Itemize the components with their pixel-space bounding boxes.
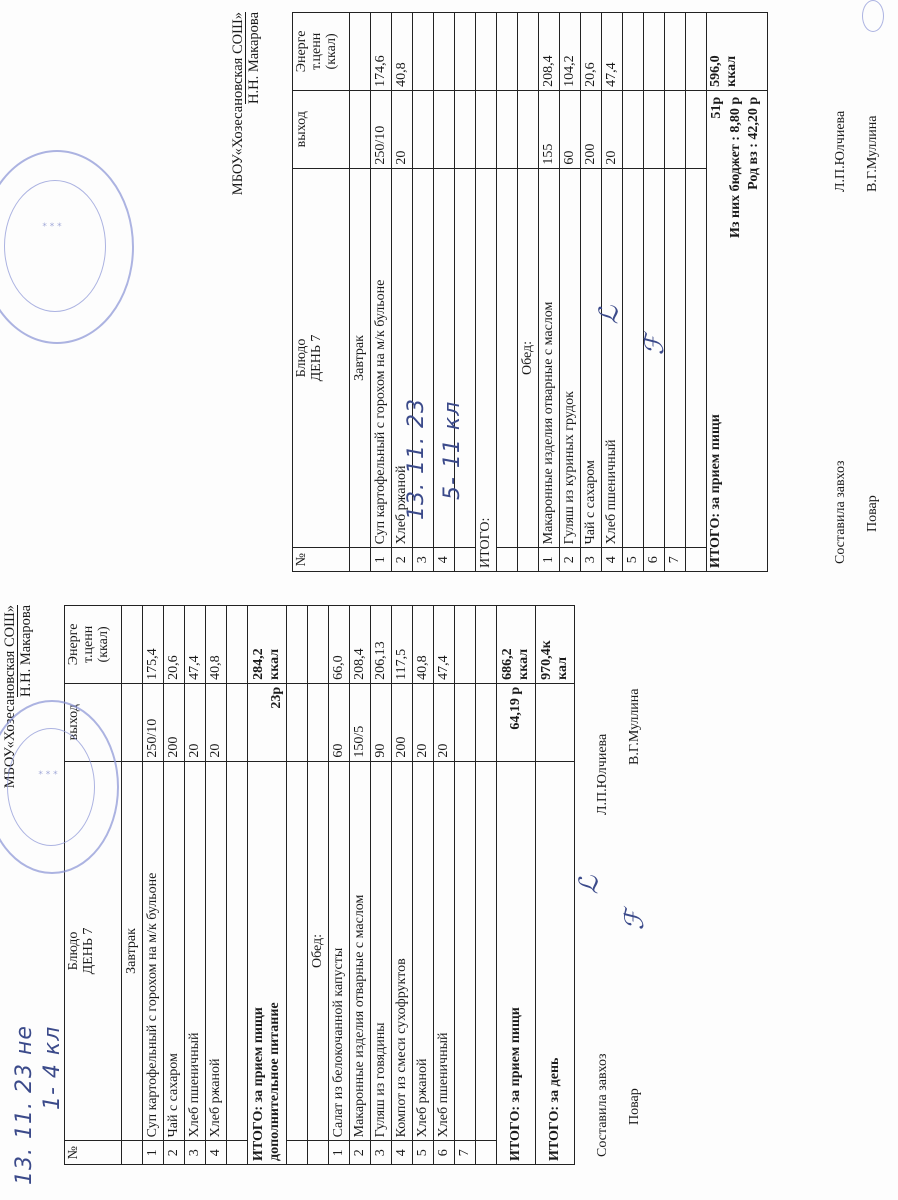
total-breakfast-label: ИТОГО: [476, 168, 497, 571]
item-number: 3 [185, 1141, 206, 1165]
item-energy: 66,0 [329, 606, 350, 684]
item-output: 200 [581, 90, 602, 168]
header-day-label: ДЕНЬ 7 [309, 334, 324, 382]
item-output: 200 [392, 683, 413, 761]
table-row [644, 13, 665, 572]
total-lunch-kcal-1: 686,2 [500, 648, 515, 680]
right-cook-name: В.Г.Муллина [865, 115, 880, 192]
header-energy-1: Энерге [294, 30, 309, 73]
budget-line: Из них бюджет : 8,80 р [728, 96, 743, 238]
item-dish: Гуляш из куриных грудок [560, 168, 581, 548]
item-output: 20 [602, 90, 623, 168]
item-number: 2 [560, 548, 581, 572]
signature-right-compiled-icon: ℒ [594, 305, 625, 325]
right-signatures [802, 12, 898, 572]
lunch-label: Обед: [308, 761, 329, 1141]
breakfast-label: Завтрак [122, 761, 143, 1141]
total-day-row [536, 606, 575, 1165]
item-dish: Компот из смеси сухофруктов [392, 761, 413, 1141]
table-row [413, 606, 434, 1165]
left-cook-name: В.Г.Муллина [627, 688, 642, 765]
item-energy [455, 606, 476, 684]
item-number: 6 [434, 1141, 455, 1165]
left-compiled-label: Составила завхоз [595, 1053, 610, 1157]
item-dish: Чай с сахаром [581, 168, 602, 548]
item-output: 20 [392, 90, 413, 168]
item-energy [413, 13, 434, 91]
table-row [227, 606, 248, 1165]
total-breakfast-row [248, 606, 287, 1165]
item-number: 3 [371, 1141, 392, 1165]
total-lunch-kcal-2: ккал [724, 55, 739, 87]
total-lunch-row [707, 13, 768, 572]
right-cook-label: Повар [865, 495, 880, 532]
left-breakfast-rows [143, 606, 227, 1165]
item-output: 20 [185, 683, 206, 761]
item-output: 20 [434, 683, 455, 761]
item-number: 1 [371, 548, 392, 572]
right-menu-table [292, 12, 768, 572]
item-output: 90 [371, 683, 392, 761]
item-output: 155 [539, 90, 560, 168]
item-dish: Макаронные изделия отварные с маслом [350, 761, 371, 1141]
section-row [308, 606, 329, 1165]
item-dish: Гуляш из говядины [371, 761, 392, 1141]
item-energy [623, 13, 644, 91]
total-breakfast-price: 23р [248, 683, 287, 761]
table-header-row [293, 13, 350, 572]
item-energy: 47,4 [185, 606, 206, 684]
item-number: 7 [455, 1141, 476, 1165]
left-director: Н.Н. Макарова [18, 605, 34, 697]
table-row [185, 606, 206, 1165]
item-dish: Макаронные изделия отварные с маслом [539, 168, 560, 548]
item-number: 6 [644, 548, 665, 572]
left-cook-label: Повар [627, 1088, 642, 1125]
item-number: 7 [665, 548, 686, 572]
item-energy [434, 13, 455, 91]
signature-right-cook-icon: ℱ [640, 334, 671, 356]
item-output: 20 [413, 683, 434, 761]
table-row [539, 13, 560, 572]
table-row [686, 13, 707, 572]
total-breakfast-kcal-1: 284,2 [251, 648, 266, 680]
table-row [665, 13, 686, 572]
total-lunch-price: 51р [709, 96, 724, 119]
total-day-kcal [536, 606, 575, 684]
item-number: 5 [623, 548, 644, 572]
left-handwritten-grades: 1- 4 кл [40, 1025, 65, 1110]
total-lunch-label: ИТОГО: за прием пищи [708, 414, 723, 568]
right-handwritten-grades: 5- 11 кл [440, 400, 465, 500]
stamp-seal-right [862, 0, 884, 32]
item-output [413, 90, 434, 168]
item-number: 5 [413, 1141, 434, 1165]
table-header-row [65, 606, 122, 1165]
table-row [287, 606, 308, 1165]
table-row [164, 606, 185, 1165]
header-energy-2: т.ценн [81, 625, 96, 664]
item-output: 60 [329, 683, 350, 761]
right-school-name: МБОУ«Хозесановская СОШ» [230, 12, 246, 196]
header-dish [293, 168, 350, 548]
item-dish: Хлеб ржаной [413, 761, 434, 1141]
total-breakfast-kcal [248, 606, 287, 684]
item-number: 1 [539, 548, 560, 572]
total-lunch-kcal-2: ккал [516, 648, 531, 680]
right-handwritten-date: 13. 11. 23 [404, 398, 429, 520]
item-energy: 40,8 [392, 13, 413, 91]
header-num: № [293, 548, 350, 572]
total-day-kcal-1: 970,4к [539, 640, 554, 680]
header-energy [65, 606, 122, 684]
right-compiled-name: Л.П.Юлчиева [833, 110, 848, 192]
item-number: 3 [581, 548, 602, 572]
item-number: 1 [329, 1141, 350, 1165]
header-dish-label: Блюдо [294, 338, 309, 378]
item-output: 20 [206, 683, 227, 761]
stamp-seal-bottom: * * * [0, 700, 119, 874]
item-output: 250/10 [143, 683, 164, 761]
signature-left-compiled-icon: ℒ [574, 875, 605, 895]
item-energy: 208,4 [539, 13, 560, 91]
left-compiled-name: Л.П.Юлчиева [595, 733, 610, 815]
item-number: 4 [434, 548, 455, 572]
header-num: № [65, 1141, 122, 1165]
total-breakfast-line1: ИТОГО: за прием пищи [251, 1007, 266, 1161]
item-number: 3 [413, 548, 434, 572]
item-dish: Хлеб пшеничный [185, 761, 206, 1141]
item-energy: 47,4 [602, 13, 623, 91]
total-lunch-price: 64,19 р [497, 683, 536, 761]
section-row [518, 13, 539, 572]
item-energy: 40,8 [206, 606, 227, 684]
table-row [143, 606, 164, 1165]
right-school-block [230, 12, 262, 242]
item-number: 2 [392, 548, 413, 572]
item-output [455, 683, 476, 761]
item-energy: 174,6 [371, 13, 392, 91]
total-lunch-kcal [707, 13, 768, 91]
item-energy: 20,6 [164, 606, 185, 684]
total-breakfast-line2: дополнительное питание [267, 1002, 282, 1161]
table-row [392, 606, 413, 1165]
item-dish [644, 168, 665, 548]
table-row [623, 13, 644, 572]
table-row [371, 606, 392, 1165]
table-row [602, 13, 623, 572]
total-lunch-kcal [497, 606, 536, 684]
right-compiled-label: Составила завхоз [833, 460, 848, 564]
left-school-name: МБОУ«Хозесановская СОШ» [2, 605, 18, 789]
item-number: 2 [164, 1141, 185, 1165]
stamp-seal-top: * * * [0, 150, 134, 344]
table-row [329, 606, 350, 1165]
item-dish: Суп картофельный с горохом на м/к бульоне [143, 761, 164, 1141]
table-row [206, 606, 227, 1165]
total-day-label: ИТОГО: за день [536, 761, 575, 1164]
header-energy-3: (ккал) [96, 626, 111, 663]
item-energy: 40,8 [413, 606, 434, 684]
item-number: 2 [350, 1141, 371, 1165]
item-number: 4 [392, 1141, 413, 1165]
item-output: 60 [560, 90, 581, 168]
header-day-label: ДЕНЬ 7 [81, 927, 96, 975]
item-energy: 208,4 [350, 606, 371, 684]
table-row [581, 13, 602, 572]
item-output: 150/5 [350, 683, 371, 761]
total-breakfast-row [476, 13, 497, 572]
header-energy-2: т.ценн [309, 32, 324, 71]
item-energy: 104,2 [560, 13, 581, 91]
total-lunch-kcal-1: 596,0 [708, 55, 723, 87]
header-output: выход [65, 683, 122, 761]
total-breakfast-kcal-2: ккал [267, 648, 282, 680]
item-dish [665, 168, 686, 548]
item-dish [623, 168, 644, 548]
item-energy: 175,4 [143, 606, 164, 684]
header-energy [293, 13, 350, 91]
table-row [434, 606, 455, 1165]
item-output: 200 [164, 683, 185, 761]
item-output: 250/10 [371, 90, 392, 168]
item-dish: Хлеб ржаной [206, 761, 227, 1141]
item-energy: 20,6 [581, 13, 602, 91]
item-energy: 117,5 [392, 606, 413, 684]
item-number: 4 [602, 548, 623, 572]
section-row [122, 606, 143, 1165]
section-row [350, 13, 371, 572]
table-row [560, 13, 581, 572]
item-dish: Суп картофельный с горохом на м/к бульоне [371, 168, 392, 548]
breakfast-label: Завтрак [350, 168, 371, 548]
left-menu-table [64, 605, 575, 1165]
table-row [371, 13, 392, 572]
item-number: 4 [206, 1141, 227, 1165]
table-row [455, 606, 476, 1165]
header-output: выход [293, 90, 350, 168]
right-director: Н.Н. Макарова [246, 12, 262, 104]
item-dish: Хлеб пшеничный [602, 168, 623, 548]
item-output [623, 90, 644, 168]
parents-line: Род вз : 42,20 р [746, 96, 761, 190]
item-output [665, 90, 686, 168]
item-dish: Чай с сахаром [164, 761, 185, 1141]
item-dish: Хлеб пшеничный [434, 761, 455, 1141]
item-energy: 206,13 [371, 606, 392, 684]
table-row [497, 13, 518, 572]
left-lunch-rows [329, 606, 476, 1165]
item-dish: Салат из белокочанной капусты [329, 761, 350, 1141]
total-breakfast-label [248, 761, 287, 1164]
item-energy: 47,4 [434, 606, 455, 684]
item-energy [665, 13, 686, 91]
total-lunch-row [497, 606, 536, 1165]
left-handwritten-date: 13. 11. 23 не [12, 1025, 37, 1185]
item-dish [455, 761, 476, 1141]
table-row [350, 606, 371, 1165]
item-number: 1 [143, 1141, 164, 1165]
header-energy-1: Энерге [66, 623, 81, 666]
header-energy-3: (ккал) [324, 33, 339, 70]
total-day-kcal-2: кал [555, 656, 570, 680]
item-output [644, 90, 665, 168]
lunch-label: Обед: [518, 168, 539, 548]
item-output [434, 90, 455, 168]
right-lunch-rows [539, 13, 686, 572]
signature-left-cook-icon: ℱ [620, 909, 651, 931]
total-lunch-cell [707, 90, 768, 571]
header-dish-label: Блюдо [66, 931, 81, 971]
total-lunch-label: ИТОГО: за прием пищи [497, 761, 536, 1164]
item-dish: Хлеб ржаной [392, 168, 413, 548]
item-energy [644, 13, 665, 91]
table-row [476, 606, 497, 1165]
